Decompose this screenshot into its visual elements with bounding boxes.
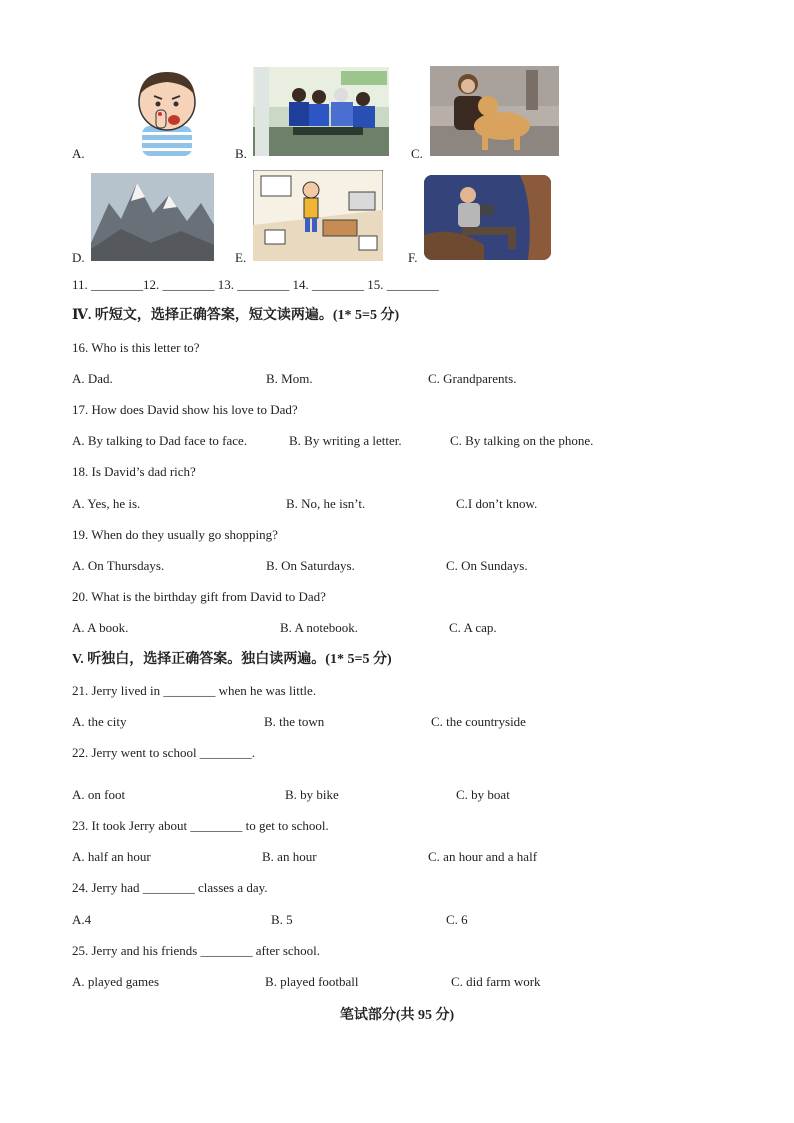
section4-title: Ⅳ. 听短文，选择正确答案，短文读两遍。(1* 5=5 分)	[72, 308, 400, 323]
question-20-option-c: C. A cap.	[449, 620, 497, 635]
question-21: 21. Jerry lived in ________ when he was little.	[72, 683, 317, 698]
boy-messy-room-cartoon-icon	[253, 170, 383, 261]
boy-nosebleed-cartoon-icon	[128, 66, 206, 156]
question-21-option-c: C. the countryside	[431, 714, 526, 729]
answer-blanks-line: 11. ________12. ________ 13. ________ 14. ________ 15. ________	[72, 277, 439, 292]
man-with-camera-photo-icon	[424, 175, 551, 260]
question-16: 16. Who is this letter to?	[72, 340, 200, 355]
picture-label-d: D.	[72, 250, 85, 265]
question-24-option-b: B. 5	[271, 912, 293, 927]
question-25-option-b: B. played football	[265, 974, 359, 989]
question-22-option-a: A. on foot	[72, 787, 126, 802]
picture-label-e: E.	[235, 250, 247, 265]
question-21-option-b: B. the town	[264, 714, 325, 729]
question-17: 17. How does David show his love to Dad?	[72, 402, 298, 417]
question-16-option-c: C. Grandparents.	[428, 371, 517, 386]
section5-title: V. 听独白，选择正确答案。独白读两遍。(1* 5=5 分)	[72, 652, 392, 667]
people-sitting-photo-icon	[253, 67, 389, 156]
question-17-option-a: A. By talking to Dad face to face.	[72, 433, 248, 448]
question-19: 19. When do they usually go shopping?	[72, 527, 278, 542]
question-18: 18. Is David’s dad rich?	[72, 464, 196, 479]
picture-label-f: F.	[408, 250, 418, 265]
question-19-option-a: A. On Thursdays.	[72, 558, 165, 573]
question-25: 25. Jerry and his friends ________ after school.	[72, 943, 321, 958]
picture-label-a: A.	[72, 146, 85, 161]
mountains-photo-icon	[91, 173, 214, 261]
question-24-option-a: A.4	[72, 912, 92, 927]
question-22: 22. Jerry went to school ________.	[72, 745, 256, 760]
question-23-option-c: C. an hour and a half	[428, 849, 538, 864]
question-17-option-c: C. By talking on the phone.	[450, 433, 594, 448]
written-section-title: 笔试部分(共 95 分)	[339, 1008, 455, 1023]
question-18-option-b: B. No, he isn’t.	[286, 496, 366, 511]
picture-label-b: B.	[235, 146, 247, 161]
question-24: 24. Jerry had ________ classes a day.	[72, 880, 268, 895]
question-16-option-a: A. Dad.	[72, 371, 113, 386]
question-22-option-c: C. by boat	[456, 787, 510, 802]
woman-with-dog-photo-icon	[430, 66, 559, 156]
question-20-option-a: A. A book.	[72, 620, 129, 635]
question-23-option-a: A. half an hour	[72, 849, 151, 864]
question-20: 20. What is the birthday gift from David to Dad?	[72, 589, 326, 604]
question-17-option-b: B. By writing a letter.	[289, 433, 402, 448]
question-23-option-b: B. an hour	[262, 849, 317, 864]
question-19-option-c: C. On Sundays.	[446, 558, 528, 573]
question-25-option-c: C. did farm work	[451, 974, 541, 989]
question-18-option-c: C.I don’t know.	[456, 496, 538, 511]
question-19-option-b: B. On Saturdays.	[266, 558, 355, 573]
picture-label-c: C.	[411, 146, 423, 161]
question-20-option-b: B. A notebook.	[280, 620, 359, 635]
question-21-option-a: A. the city	[72, 714, 127, 729]
question-23: 23. It took Jerry about ________ to get to school.	[72, 818, 329, 833]
question-18-option-a: A. Yes, he is.	[72, 496, 141, 511]
question-22-option-b: B. by bike	[285, 787, 339, 802]
question-24-option-c: C. 6	[446, 912, 468, 927]
question-25-option-a: A. played games	[72, 974, 160, 989]
question-16-option-b: B. Mom.	[266, 371, 313, 386]
